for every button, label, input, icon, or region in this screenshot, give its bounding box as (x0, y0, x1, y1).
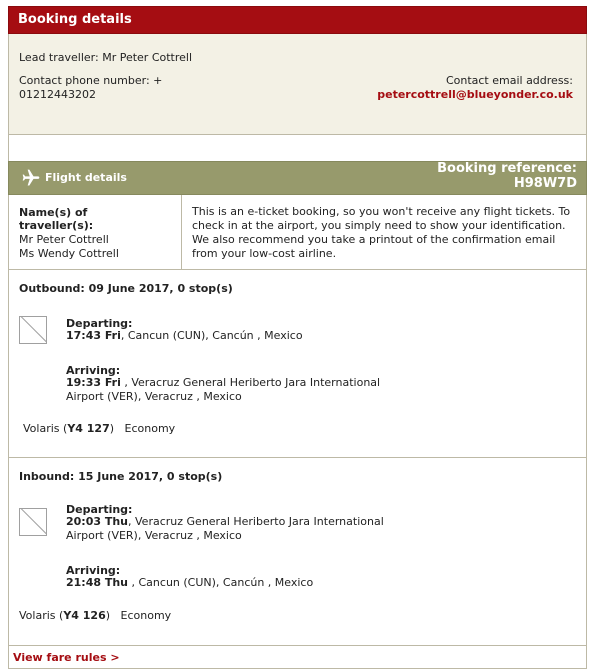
airline-logo-placeholder-icon (19, 508, 47, 536)
contact-phone-label: Contact phone number: + (19, 74, 163, 87)
inbound-segment (8, 458, 587, 646)
arriving-time: 21:48 Thu (66, 576, 129, 589)
lead-traveller (19, 51, 192, 64)
footer (8, 646, 587, 669)
travellers-section (8, 195, 587, 270)
departing-info (66, 329, 566, 343)
booking-details-title: Booking details (18, 12, 132, 27)
arriving-place: , Veracruz General Heriberto Jara International Airport (VER), Veracruz , Mexico (66, 376, 381, 403)
outbound-title: Outbound: 09 June 2017, 0 stop(s) (19, 282, 233, 295)
departing-info (66, 515, 411, 543)
cabin-class: Economy (120, 609, 172, 622)
inbound-title: Inbound: 15 June 2017, 0 stop(s) (19, 470, 223, 483)
departing-label: Departing: (66, 503, 133, 516)
contact-email (377, 74, 573, 102)
airplane-icon (21, 168, 41, 188)
departing-place: , Veracruz General Heriberto Jara International Airport (VER), Veracruz , Mexico (66, 515, 384, 542)
flight-number: Y4 127 (67, 422, 110, 435)
booking-reference-code: H98W7D (513, 176, 577, 191)
airline-name: Volaris (23, 422, 60, 435)
arriving-info (66, 376, 406, 404)
arriving-label: Arriving: (66, 564, 121, 577)
flight-number: Y4 126 (63, 609, 106, 622)
lead-traveller-name: Mr Peter Cottrell (102, 51, 193, 64)
booking-reference-label: Booking reference: (437, 161, 577, 176)
flight-details-title: Flight details (45, 171, 127, 184)
flight-info: Volaris (Y4 127) Economy (23, 422, 176, 435)
arriving-info (66, 576, 566, 590)
cabin-class: Economy (124, 422, 176, 435)
traveller-name: Mr Peter Cottrell (19, 233, 109, 246)
arriving-time: 19:33 Fri (66, 376, 121, 389)
view-fare-rules-link[interactable]: View fare rules > (13, 651, 120, 664)
contact-email-address[interactable]: petercottrell@blueyonder.co.uk (377, 88, 573, 101)
booking-details-panel (8, 34, 587, 135)
traveller-name: Ms Wendy Cottrell (19, 247, 119, 260)
airline-logo-placeholder-icon (19, 316, 47, 344)
departing-time: 17:43 Fri (66, 329, 121, 342)
lead-traveller-label: Lead traveller: (19, 51, 99, 64)
arriving-place: , Cancun (CUN), Cancún , Mexico (128, 576, 314, 589)
departing-time: 20:03 Thu (66, 515, 129, 528)
booking-reference (437, 161, 577, 191)
travellers-column (9, 195, 182, 269)
eticket-note: This is an e-ticket booking, so you won't receive any flight tickets. To check in at the airport, you simply need to show your identification. We also recommend you take a printout of the confirmation email from your low-cost airline. (192, 205, 571, 260)
booking-details-header (8, 6, 587, 34)
arriving-label: Arriving: (66, 364, 121, 377)
airline-name: Volaris (19, 609, 56, 622)
departing-place: , Cancun (CUN), Cancún , Mexico (120, 329, 303, 342)
travellers-label: Name(s) of traveller(s): (19, 206, 94, 232)
contact-phone (19, 74, 199, 102)
departing-label: Departing: (66, 317, 133, 330)
outbound-segment (8, 270, 587, 458)
contact-phone-number: 01212443202 (19, 88, 96, 101)
contact-email-label: Contact email address: (445, 74, 573, 87)
spacer (8, 135, 587, 161)
booking-confirmation (8, 6, 587, 669)
flight-info: Volaris (Y4 126) Economy (19, 609, 172, 622)
flight-details-header (8, 161, 587, 195)
